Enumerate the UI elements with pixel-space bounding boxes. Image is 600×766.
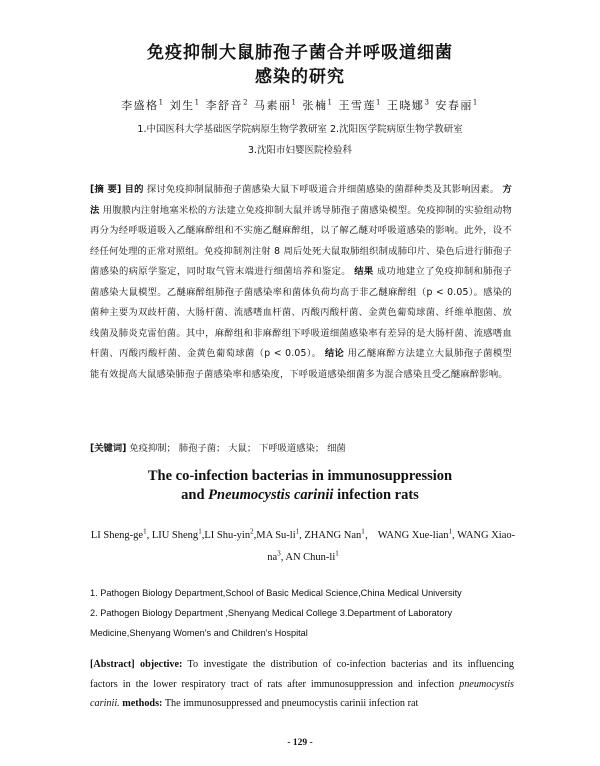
species-name: pneumocystis carinii. (90, 678, 514, 709)
author (254, 99, 302, 112)
author-affiliation-mark: 3 (277, 549, 281, 558)
conclusion-text: 用乙醚麻醉方法建立大鼠肺孢子菌模型能有效提高大鼠感染肺孢子菌感染率和感染度，下呼吸道感染细菌多为混合感染且受乙醚麻醉影响。 (90, 348, 512, 380)
author-name: LI Shu-yin (204, 529, 251, 541)
author (253, 527, 305, 541)
author-name: 马素丽 (254, 99, 292, 112)
english-author-list (88, 522, 518, 567)
author (170, 99, 206, 112)
chinese-abstract (90, 180, 512, 385)
author-name: 刘生 (169, 99, 195, 112)
author-name: 王雪莲 (338, 99, 376, 112)
author-separator: , (280, 552, 286, 563)
author-name: 张楠 (302, 99, 328, 112)
author-separator: , (146, 529, 152, 541)
author-affiliation-mark: 1 (143, 527, 147, 535)
author-affiliation-mark: 1 (335, 549, 339, 558)
author-name: 李盛格 (121, 99, 159, 112)
keywords-label: [关键词] (90, 443, 127, 454)
author (303, 99, 339, 112)
author (201, 527, 257, 541)
english-abstract-label: [Abstract] (90, 659, 135, 670)
english-methods-text: The immunosuppressed and pneumocystis carinii infection rat (162, 698, 419, 709)
author-affiliation-mark: 1 (198, 527, 202, 535)
english-abstract (90, 655, 514, 714)
english-methods-label: methods: (122, 698, 163, 709)
author-separator: ， (364, 529, 378, 541)
author-affiliation-mark: 1 (448, 527, 453, 535)
chinese-author-list (0, 97, 600, 113)
english-title-suffix: infection rats (333, 487, 419, 503)
english-title-species: Pneumocystis carinii (208, 487, 334, 503)
author-name: WANG Xiao-na (267, 529, 516, 563)
author-name: WANG Xue-lian (377, 529, 449, 541)
author-affiliation-mark: 2 (250, 527, 254, 535)
author (90, 527, 152, 541)
author-name: 李舒音 (205, 99, 244, 112)
author (338, 99, 386, 112)
english-title-line-2 (0, 487, 600, 504)
author (121, 99, 169, 112)
author-separator: , (201, 529, 205, 541)
author-affiliation-mark: 1 (375, 98, 382, 107)
objective-label: objective: (140, 659, 183, 670)
author-affiliation-mark: 1 (158, 98, 165, 107)
chinese-keywords (90, 440, 512, 454)
author-name: AN Chun-li (285, 552, 336, 563)
methods-text: 用腹膜内注射地塞米松的方法建立免疫抑制大鼠并诱导肺孢子菌感染模型。免疫抑制的实验组动物再分为经呼吸道吸入乙醚麻醉组和不实施乙醚麻醉组，以了解乙醚对呼吸道感染的影响。此外，设不经任何处理的正常对照组。免疫抑制剂注射 8 周后处死大鼠取肺组织制成肺印片、染色后进行肺孢子菌感染的病原学鉴定，同时取气管末端进行细菌培养和鉴定。 (90, 204, 513, 277)
author-separator: , (452, 529, 458, 541)
purpose-text: 探讨免疫抑制鼠肺孢子菌感染大鼠下呼吸道合并细菌感染的菌群种类及其影响因素。 (146, 184, 500, 195)
methods-label: 方法 (90, 184, 513, 216)
chinese-title-line-1: 免疫抑制大鼠肺孢子菌合并呼吸道细菌 (147, 43, 453, 63)
author-affiliation-mark: 3 (424, 98, 431, 107)
author-name: LIU Sheng (151, 529, 199, 541)
author-affiliation-mark: 2 (243, 98, 250, 107)
author-affiliation-mark: 1 (291, 98, 298, 107)
author-affiliation-mark: 1 (327, 98, 334, 107)
author-name: 安春丽 (435, 99, 473, 112)
author-name: LI Sheng-ge (90, 529, 144, 541)
author-name: MA Su-li (256, 529, 296, 541)
keywords-text: 免疫抑制； 肺孢子菌； 大鼠； 下呼吸道感染； 细菌 (129, 443, 346, 454)
objective-text: To investigate the distribution of co-infection bacterias and its influencing factors in the lower respiratory tract of rats after immunosuppression and infection (90, 659, 515, 690)
purpose-label: 目的 (124, 184, 144, 195)
author (435, 99, 478, 112)
author (387, 99, 435, 112)
author-affiliation-mark: 1 (361, 527, 365, 535)
author-affiliation-mark: 1 (194, 98, 201, 107)
results-text: 成功地建立了免疫抑制和肺孢子菌感染大鼠模型。乙醚麻醉组肺孢子菌感染率和菌体负荷均高于非乙醚麻醉组（p < 0.05）。感染的菌种主要为双歧杆菌、大肠杆菌、流感嗜血杆菌、丙酸丙酸杆菌、金黄色葡萄球菌、纤维单胞菌、放线菌及肺炎克雷伯菌。其中，麻醉组和非麻醉组下呼吸道细菌感染率有差异的是大肠杆菌、流感嗜血杆菌、丙酸丙酸杆菌、金黄色葡萄球菌（p < 0.05）。 (90, 266, 513, 359)
author (151, 527, 205, 541)
author-affiliation-mark: 1 (295, 527, 300, 535)
author-name: 王晓娜 (386, 99, 425, 112)
author-separator: , (253, 529, 257, 541)
author-separator: , (299, 529, 305, 541)
english-title-prefix: and (181, 487, 209, 503)
abstract-label: [摘 要] (90, 184, 122, 195)
author (304, 527, 378, 541)
chinese-title-line-2: 感染的研究 (255, 67, 345, 87)
english-affiliation-line-1: 1. Pathogen Biology Department,School of Basic Medical Science,China Medical University (90, 588, 462, 598)
results-label: 结果 (354, 266, 374, 277)
author-affiliation-mark: 1 (472, 98, 479, 107)
english-title-line-1: The co-infection bacterias in immunosuppression (147, 468, 453, 484)
page-number: - 129 - (287, 738, 313, 748)
chinese-affiliation-line-1: 1.中国医科大学基础医学院病原生物学教研室 2.沈阳医学院病原生物学教研室 (137, 124, 463, 135)
author-name: ZHANG Nan (304, 529, 362, 541)
english-affiliation-line-3: Medicine,Shenyang Women's and Children's Hospital (90, 628, 308, 638)
chinese-affiliation-line-2: 3.沈阳市妇婴医院检验科 (247, 145, 353, 156)
author (285, 549, 339, 563)
english-affiliation-line-2: 2. Pathogen Biology Department ,Shenyang Medical College 3.Department of Laboratory (90, 608, 453, 618)
conclusion-label: 结论 (324, 348, 345, 359)
author (206, 99, 254, 112)
author (377, 527, 458, 541)
